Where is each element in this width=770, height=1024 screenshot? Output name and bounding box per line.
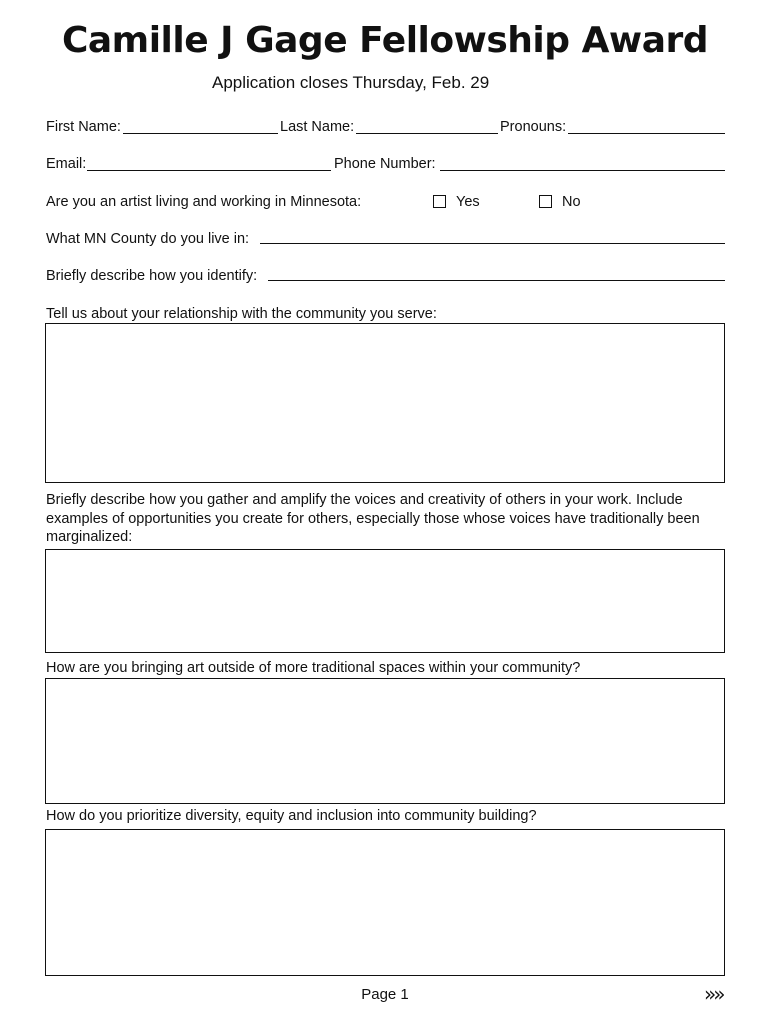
- no-label: No: [562, 194, 581, 210]
- community-relationship-textarea[interactable]: [45, 323, 725, 483]
- identify-label: Briefly describe how you identify:: [46, 268, 258, 284]
- phone-field[interactable]: [440, 170, 725, 171]
- yes-checkbox[interactable]: [433, 195, 446, 208]
- amplify-voices-question: Briefly describe how you gather and amplify the voices and creativity of others in your work. Include examples of opportunities you create for others, especially those whose voices have traditionally been marginalized:: [46, 492, 700, 545]
- community-relationship-question: Tell us about your relationship with the community you serve:: [46, 306, 437, 322]
- first-name-label: First Name:: [46, 119, 121, 135]
- last-name-field[interactable]: [356, 133, 498, 134]
- form-title: Camille J Gage Fellowship Award: [61, 20, 709, 61]
- amplify-voices-textarea[interactable]: [45, 549, 725, 653]
- page-number: Page 1: [361, 986, 409, 1003]
- county-field[interactable]: [260, 243, 725, 244]
- art-outside-question: How are you bringing art outside of more traditional spaces within your community?: [46, 660, 581, 676]
- identify-field[interactable]: [268, 280, 725, 281]
- pronouns-label: Pronouns:: [500, 119, 567, 135]
- pronouns-field[interactable]: [568, 133, 725, 134]
- no-checkbox[interactable]: [539, 195, 552, 208]
- email-label: Email:: [46, 156, 87, 172]
- artist-question-label: Are you an artist living and working in Minnesota:: [46, 194, 362, 210]
- email-field[interactable]: [87, 170, 331, 171]
- next-page-icon[interactable]: »»: [704, 982, 723, 1006]
- deadline-subtitle: Application closes Thursday, Feb. 29: [212, 73, 490, 92]
- dei-question: How do you prioritize diversity, equity and inclusion into community building?: [46, 808, 537, 824]
- first-name-field[interactable]: [123, 133, 278, 134]
- phone-label: Phone Number:: [334, 156, 436, 172]
- yes-label: Yes: [456, 194, 480, 210]
- county-label: What MN County do you live in:: [46, 231, 250, 247]
- dei-textarea[interactable]: [45, 829, 725, 976]
- last-name-label: Last Name:: [280, 119, 355, 135]
- art-outside-textarea[interactable]: [45, 678, 725, 804]
